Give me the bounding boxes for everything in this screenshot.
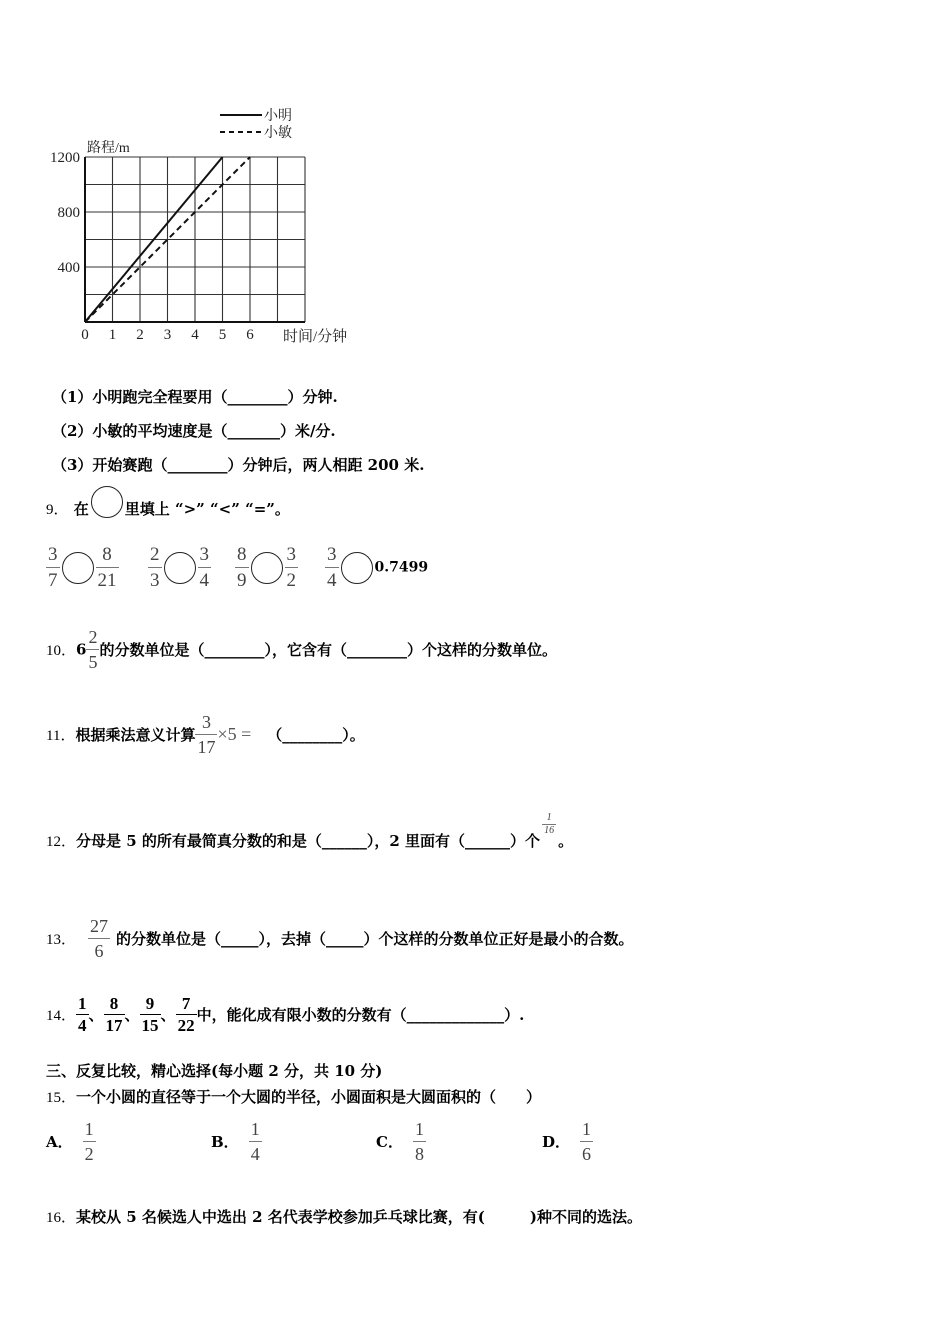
q9-pre: 在 — [73, 500, 89, 518]
question-14: 14． $\frac{1}{4}$ 、 $\frac{8}{17}$ 、 $\frac{9}{15}$ 、 $\frac{7}{22}$ 中，能化成有限小数的分数有（_____________）. — [46, 994, 525, 1035]
option-a[interactable]: A． $\frac{1}{2}$ — [46, 1119, 94, 1164]
question-15: 15．一个小圆的直径等于一个大圆的半径，小圆面积是大圆面积的（ ） — [46, 1088, 542, 1106]
y-tick-label: 400 — [57, 260, 80, 276]
compare-circle-icon[interactable] — [341, 552, 373, 584]
q9-item-3: $\frac{8}{9}$ $\frac{3}{2}$ — [237, 544, 296, 591]
question-16: 16．某校从 5 名候选人中选出 2 名代表学校参加乒乓球比赛，有( )种不同的选法。 — [46, 1208, 642, 1226]
legend-label: 小敏 — [264, 126, 292, 141]
x-tick-label: 2 — [136, 327, 144, 343]
q9-item-2: $\frac{2}{3}$ $\frac{3}{4}$ — [150, 544, 209, 591]
compare-circle-icon[interactable] — [164, 552, 196, 584]
question-number: 14． — [46, 1008, 77, 1024]
question-9 — [46, 486, 290, 519]
q8-sub2: （2）小敏的平均速度是（_______）米/分. — [52, 422, 336, 440]
y-axis-label: 路程/m — [87, 141, 130, 156]
question-number: 12． — [46, 834, 77, 850]
q9-item-4: $\frac{3}{4}$ 0.7499 — [327, 544, 429, 591]
chart-grid — [85, 157, 305, 322]
x-tick-label: 6 — [246, 327, 254, 343]
question-10: 10．6 $\frac{2}{5}$ 的分数单位是（________），它含有（________）个这样的分数单位。 — [46, 627, 557, 672]
x-tick-label: 3 — [163, 327, 172, 343]
question-13: 13． $\frac{27}{6}$ 的分数单位是（_____），去掉（_____）个这样的分数单位正好是最小的合数。 — [46, 916, 634, 961]
y-tick-label: 1200 — [50, 150, 80, 166]
y-tick-label: 800 — [57, 205, 80, 221]
x-tick-label: 5 — [218, 327, 227, 343]
question-number: 16． — [46, 1210, 77, 1226]
chart-ticks — [50, 150, 254, 343]
x-tick-label: 1 — [108, 327, 117, 343]
legend-label: 小明 — [264, 109, 292, 124]
question-11: 11．根据乘法意义计算 $\frac{3}{17}$ ×5 = （________）。 — [46, 712, 365, 757]
compare-circle-icon[interactable] — [62, 552, 94, 584]
q8-sub3: （3）开始赛跑（________）分钟后，两人相距 200 米. — [52, 456, 425, 474]
compare-circle-icon[interactable] — [251, 552, 283, 584]
option-d[interactable]: D． $\frac{1}{6}$ — [542, 1119, 592, 1164]
question-number: 15． — [46, 1090, 77, 1106]
question-number: 11． — [46, 728, 76, 744]
q9-post: 里填上 “>” “<” “=”。 — [124, 500, 290, 518]
q9-item-1: $\frac{3}{7}$ $\frac{8}{21}$ — [48, 544, 117, 591]
q8-sub1: （1）小明跑完全程要用（________）分钟. — [52, 388, 338, 406]
x-tick-label: 0 — [81, 327, 89, 343]
section-heading: 三、反复比较，精心选择(每小题 2 分，共 10 分) — [46, 1062, 383, 1080]
x-tick-label: 4 — [191, 327, 199, 343]
question-12: 12．分母是 5 的所有最简真分数的和是（______），2 里面有（______）个 $\frac{1}{16}$ 。 — [46, 811, 574, 850]
chart-legend — [220, 108, 292, 141]
compare-circle-icon — [91, 486, 123, 518]
x-axis-label: 时间/分钟 — [283, 329, 348, 345]
question-number: 13． — [46, 932, 77, 948]
distance-time-chart — [40, 100, 390, 355]
question-number: 10． — [46, 643, 77, 659]
option-c[interactable]: C． $\frac{1}{8}$ — [376, 1119, 424, 1164]
option-b[interactable]: B． $\frac{1}{4}$ — [211, 1119, 260, 1164]
question-number: 9． — [46, 502, 69, 518]
